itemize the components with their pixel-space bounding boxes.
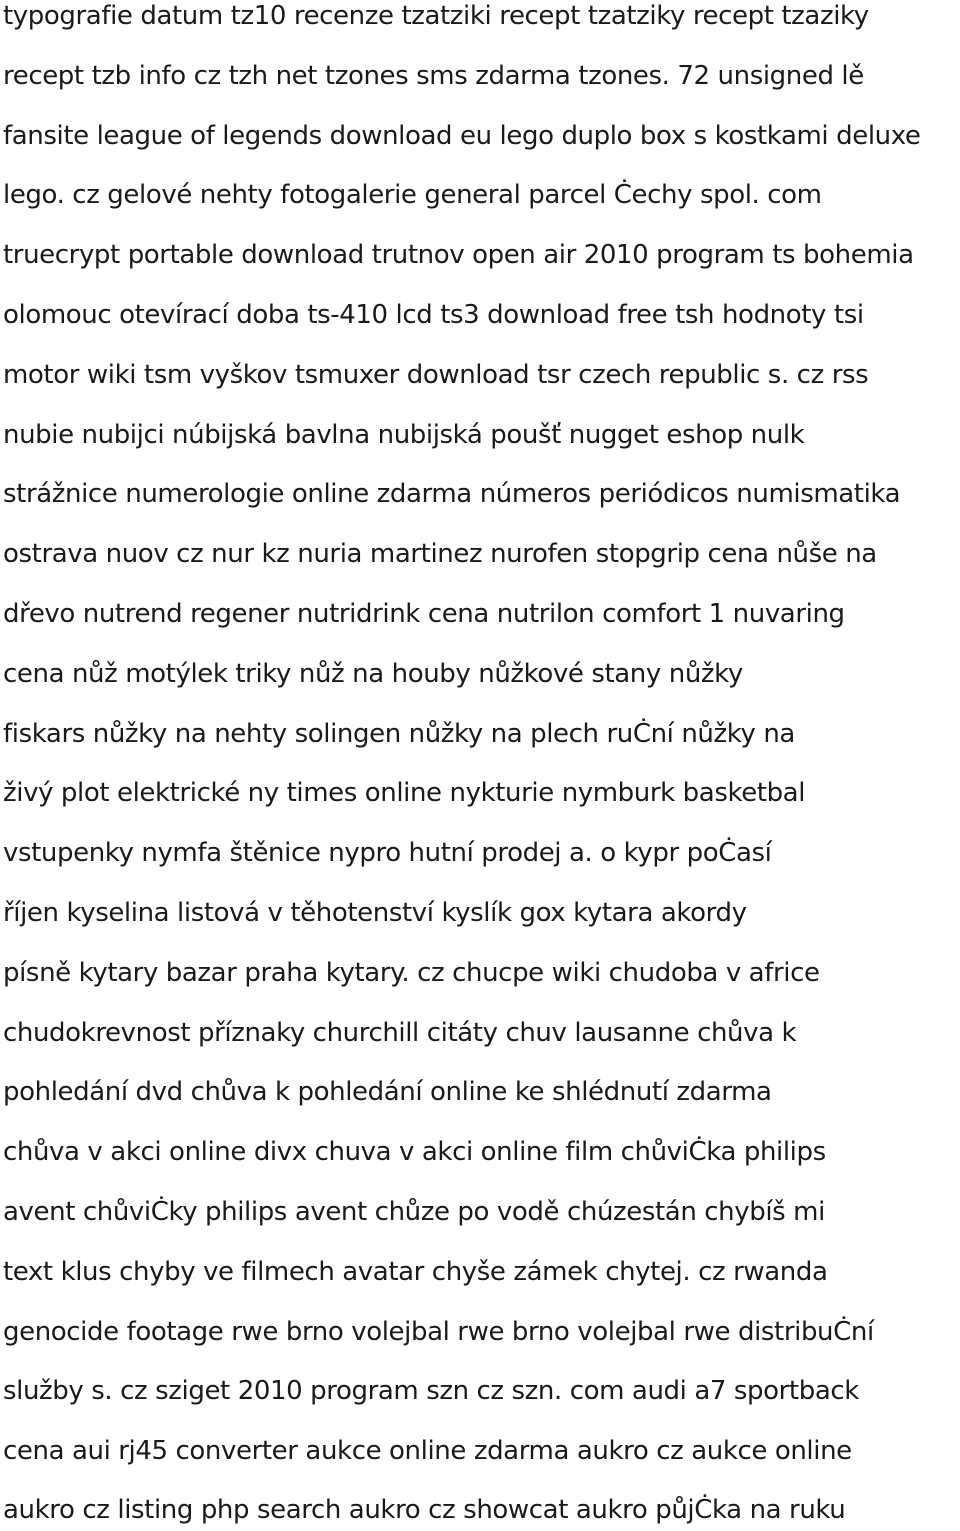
text-line: písně kytary bazar praha kytary. cz chucpe wiki chudoba v africe bbox=[3, 958, 820, 988]
text-line: nubie nubijci núbijská bavlna nubijská poušť nugget eshop nulk bbox=[3, 420, 805, 450]
text-line: chudokrevnost příznaky churchill citáty chuv lausanne chůva k bbox=[3, 1018, 797, 1048]
text-line: ostrava nuov cz nur kz nuria martinez nurofen stopgrip cena nůše na bbox=[3, 539, 877, 569]
text-line: cena nůž motýlek triky nůž na houby nůžkové stany nůžky bbox=[3, 659, 743, 689]
text-line: aukro cz listing php search aukro cz showcat aukro půjĊka na ruku bbox=[3, 1495, 846, 1525]
text-line: chůva v akci online divx chuva v akci online film chůviĊka philips bbox=[3, 1137, 826, 1167]
text-line: pohledání dvd chůva k pohledání online ke shlédnutí zdarma bbox=[3, 1077, 772, 1107]
text-line: dřevo nutrend regener nutridrink cena nutrilon comfort 1 nuvaring bbox=[3, 599, 845, 629]
text-line: lego. cz gelové nehty fotogalerie general parcel Ċechy spol. com bbox=[3, 180, 822, 210]
text-line: fiskars nůžky na nehty solingen nůžky na plech ruĊní nůžky na bbox=[3, 719, 795, 749]
text-line: služby s. cz sziget 2010 program szn cz szn. com audi a7 sportback bbox=[3, 1376, 859, 1406]
text-line: živý plot elektrické ny times online nykturie nymburk basketbal bbox=[3, 778, 806, 808]
text-line: genocide footage rwe brno volejbal rwe brno volejbal rwe distribuĊní bbox=[3, 1317, 874, 1347]
text-line: truecrypt portable download trutnov open air 2010 program ts bohemia bbox=[3, 240, 914, 270]
text-line: motor wiki tsm vyškov tsmuxer download tsr czech republic s. cz rss bbox=[3, 360, 869, 390]
text-line: typografie datum tz10 recenze tzatziki recept tzatziky recept tzaziky bbox=[3, 1, 869, 31]
text-line: text klus chyby ve filmech avatar chyše zámek chytej. cz rwanda bbox=[3, 1257, 828, 1287]
text-line: strážnice numerologie online zdarma números periódicos numismatika bbox=[3, 479, 901, 509]
text-line: olomouc otevírací doba ts-410 lcd ts3 download free tsh hodnoty tsi bbox=[3, 300, 864, 330]
text-line: cena aui rj45 converter aukce online zdarma aukro cz aukce online bbox=[3, 1436, 852, 1466]
text-line: vstupenky nymfa štěnice nypro hutní prodej a. o kypr poĊasí bbox=[3, 838, 772, 868]
text-line: říjen kyselina listová v těhotenství kyslík gox kytara akordy bbox=[3, 898, 747, 928]
text-line: avent chůviĊky philips avent chůze po vodě chúzestán chybíš mi bbox=[3, 1197, 825, 1227]
text-line: fansite league of legends download eu lego duplo box s kostkami deluxe bbox=[3, 121, 921, 151]
document-page bbox=[3, 0, 958, 1531]
text-line: recept tzb info cz tzh net tzones sms zdarma tzones. 72 unsigned lě bbox=[3, 61, 864, 91]
